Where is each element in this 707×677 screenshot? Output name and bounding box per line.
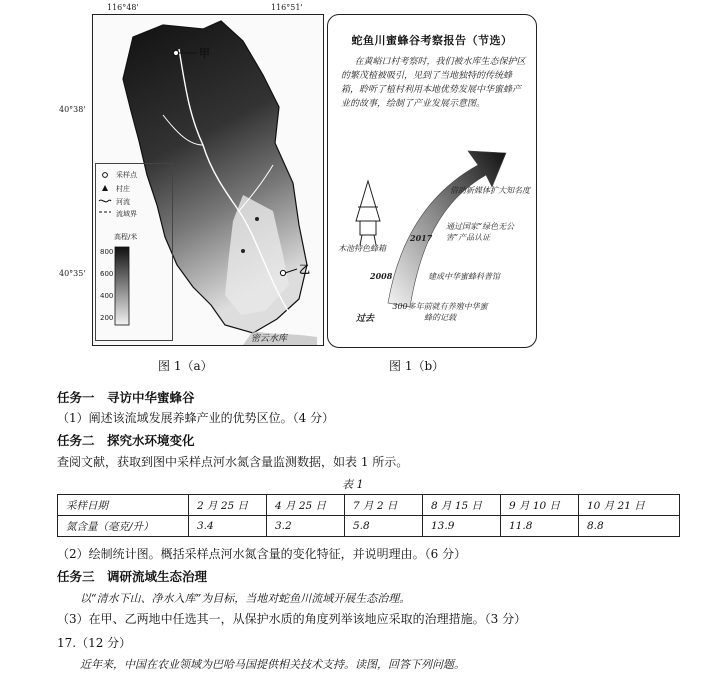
table-caption: 表 1 bbox=[342, 478, 364, 491]
reservoir-label: 密云水库 bbox=[251, 334, 288, 344]
latitude-lower: 40°35' bbox=[59, 269, 86, 278]
table-cell: 3.4 bbox=[189, 516, 267, 537]
table-cell: 10 月 21 日 bbox=[579, 495, 680, 516]
legend-tick-400: 400 bbox=[100, 292, 114, 300]
table-cell: 氮含量（毫克/升） bbox=[58, 516, 189, 537]
legend-river: 河流 bbox=[116, 198, 130, 206]
task3-title: 任务三 调研流域生态治理 bbox=[57, 569, 208, 584]
task3-intro: 以“清水下山、净水入库”为目标，当地对蛇鱼川流域开展生态治理。 bbox=[80, 592, 411, 605]
legend-village: 村庄 bbox=[116, 185, 130, 193]
figure-a-caption: 图 1（a） bbox=[158, 359, 213, 373]
table-row bbox=[58, 495, 680, 516]
legend-tick-600: 600 bbox=[100, 270, 114, 278]
past-note: 300多年前就有养殖中华蜜蜂的记载 bbox=[392, 302, 488, 322]
question-2: （2）绘制统计图。概括采样点河水氮含量的变化特征，并说明理由。（6 分） bbox=[57, 547, 467, 561]
table-cell: 2 月 25 日 bbox=[189, 495, 267, 516]
table-cell: 8 月 15 日 bbox=[423, 495, 501, 516]
table-cell: 8.8 bbox=[579, 516, 680, 537]
map-legend bbox=[95, 163, 173, 341]
site-jia-label: 甲 bbox=[199, 47, 210, 60]
stage3-label: 借助新媒体扩大知名度 bbox=[450, 186, 530, 195]
legend-boundary: 流域界 bbox=[116, 210, 137, 218]
task1-title: 任务一 寻访中华蜜蜂谷 bbox=[57, 390, 195, 405]
survey-report bbox=[327, 14, 537, 348]
question-17-head: 17.（12 分） bbox=[57, 636, 132, 650]
nitrogen-table bbox=[57, 494, 680, 537]
question-1: （1）阐述该流域发展养蜂产业的优势区位。（4 分） bbox=[57, 411, 335, 425]
industry-arrow-graphic bbox=[328, 15, 536, 347]
table-cell: 9 月 10 日 bbox=[501, 495, 579, 516]
site-yi-label: 乙 bbox=[299, 263, 310, 276]
table-cell: 3.2 bbox=[267, 516, 345, 537]
stage1-label: 建成中华蜜蜂科普馆 bbox=[428, 272, 500, 281]
table-cell: 7 月 2 日 bbox=[345, 495, 423, 516]
watershed-map bbox=[59, 3, 324, 346]
question-3: （3）在甲、乙两地中任选其一，从保护水质的角度列举该地应采取的治理措施。（3 分） bbox=[57, 612, 527, 626]
table-cell: 11.8 bbox=[501, 516, 579, 537]
table-cell: 4 月 25 日 bbox=[267, 495, 345, 516]
table-row bbox=[58, 516, 680, 537]
year-2017: 2017 bbox=[410, 233, 433, 243]
year-2008: 2008 bbox=[370, 271, 393, 281]
longitude-left: 116°48' bbox=[107, 3, 139, 12]
legend-sample: 采样点 bbox=[116, 171, 137, 179]
figure-b-caption: 图 1（b） bbox=[389, 359, 445, 373]
longitude-right: 116°51' bbox=[271, 3, 303, 12]
latitude-upper: 40°38' bbox=[59, 105, 86, 114]
task2-intro: 查阅文献，获取到图中采样点河水氮含量监测数据，如表 1 所示。 bbox=[57, 455, 409, 469]
table-cell: 5.8 bbox=[345, 516, 423, 537]
legend-tick-200: 200 bbox=[100, 314, 114, 322]
past-label: 过去 bbox=[356, 314, 375, 324]
report-body: 在黄峪口村考察时，我们被水库生态保护区的繁茂植被吸引，见到了当地独特的传统蜂箱，聆听了植村利用本地优势发展中华蜜蜂产业的故事，绘制了产业发展示意图。 bbox=[341, 57, 526, 109]
table-cell: 13.9 bbox=[423, 516, 501, 537]
task2-title: 任务二 探究水环境变化 bbox=[57, 433, 195, 448]
question-17-text: 近年来，中国在农业领域为巴哈马国提供相关技术支持。读图，回答下列问题。 bbox=[80, 658, 465, 671]
table-cell: 采样日期 bbox=[58, 495, 189, 516]
stage2-label: 通过国家“绿色无公害”产品认证 bbox=[446, 222, 515, 242]
report-title: 蛇鱼川蜜蜂谷考察报告（节选） bbox=[351, 34, 513, 47]
legend-elevation-title: 高程/米 bbox=[114, 233, 138, 241]
legend-tick-800: 800 bbox=[100, 248, 114, 256]
hive-label: 木池特色蜂箱 bbox=[338, 244, 386, 253]
